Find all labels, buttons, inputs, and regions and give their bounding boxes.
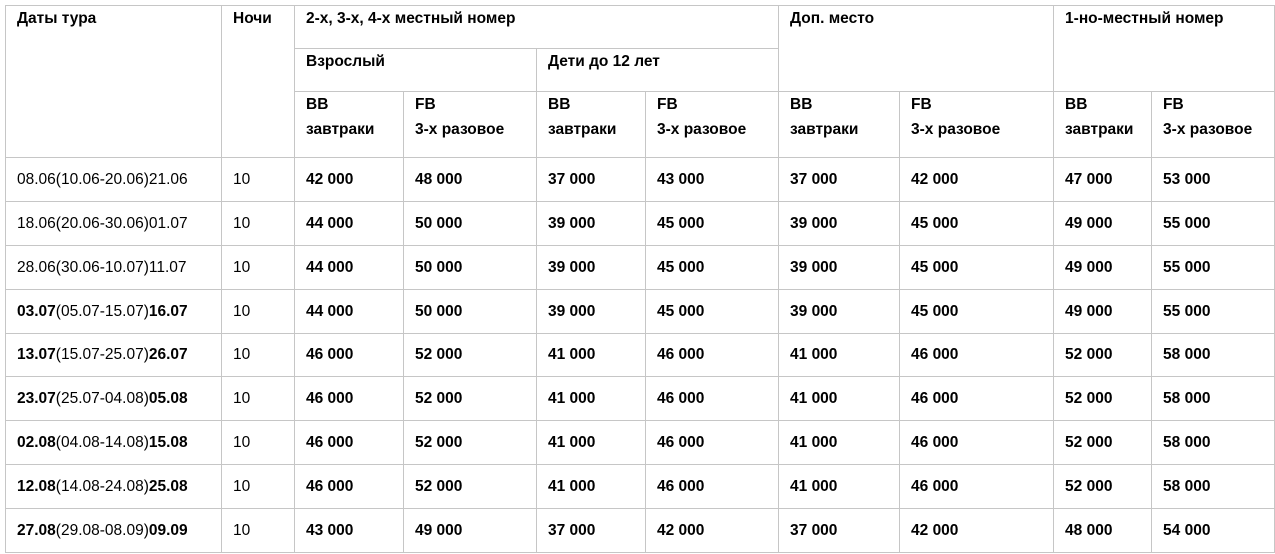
price-cell: 39 000	[537, 289, 646, 333]
date-end: 25.08	[148, 478, 188, 496]
price-cell: 53 000	[1152, 158, 1275, 202]
price-cell: 45 000	[646, 245, 779, 289]
price-cell: 46 000	[900, 465, 1054, 509]
header-bb-cell: BB завтраки	[295, 92, 404, 158]
price-cell: 49 000	[404, 509, 537, 553]
price-cell: 49 000	[1054, 289, 1152, 333]
price-cell: 52 000	[1054, 377, 1152, 421]
price-cell: 46 000	[646, 465, 779, 509]
price-cell: 41 000	[537, 465, 646, 509]
price-table	[5, 5, 1275, 553]
price-cell: 44 000	[295, 245, 404, 289]
table-row	[6, 245, 1275, 289]
date-cell	[6, 245, 222, 289]
price-cell: 41 000	[779, 377, 900, 421]
price-cell: 46 000	[295, 465, 404, 509]
price-cell: 52 000	[1054, 465, 1152, 509]
date-start: 23.07	[17, 390, 56, 408]
header-row-1	[6, 6, 1275, 49]
price-cell: 42 000	[900, 509, 1054, 553]
price-cell: 46 000	[900, 377, 1054, 421]
date-cell	[6, 377, 222, 421]
price-cell: 43 000	[295, 509, 404, 553]
date-cell	[6, 421, 222, 465]
date-cell	[6, 333, 222, 377]
header-fb-cell: FB 3-х разовое	[646, 92, 779, 158]
table-row	[6, 201, 1275, 245]
price-cell: 55 000	[1152, 201, 1275, 245]
price-cell: 49 000	[1054, 245, 1152, 289]
price-cell: 47 000	[1054, 158, 1152, 202]
date-range: (30.06-10.07)	[55, 258, 149, 276]
date-start: 08.06	[17, 170, 56, 188]
price-cell: 45 000	[900, 289, 1054, 333]
header-dates: Даты тура	[6, 6, 222, 158]
date-end: 01.07	[148, 214, 188, 232]
nights-cell: 10	[222, 201, 295, 245]
header-single-room: 1-но-местный номер	[1054, 6, 1275, 92]
table-row	[6, 509, 1275, 553]
price-cell: 55 000	[1152, 289, 1275, 333]
price-cell: 48 000	[404, 158, 537, 202]
price-cell: 54 000	[1152, 509, 1275, 553]
nights-cell: 10	[222, 509, 295, 553]
header-bb-cell: BB завтраки	[779, 92, 900, 158]
price-cell: 41 000	[537, 377, 646, 421]
date-range: (04.08-14.08)	[55, 434, 149, 452]
price-cell: 39 000	[537, 245, 646, 289]
table-row	[6, 333, 1275, 377]
header-nights: Ночи	[222, 6, 295, 158]
price-cell: 41 000	[779, 465, 900, 509]
price-cell: 45 000	[646, 289, 779, 333]
header-bb-cell: BB завтраки	[1054, 92, 1152, 158]
header-fb-cell: FB 3-х разовое	[404, 92, 537, 158]
date-range: (05.07-15.07)	[55, 302, 149, 320]
header-room-group: 2-х, 3-х, 4-х местный номер	[295, 6, 779, 49]
nights-cell: 10	[222, 421, 295, 465]
date-end: 21.06	[148, 170, 188, 188]
date-range: (10.06-20.06)	[55, 170, 149, 188]
date-start: 27.08	[17, 521, 56, 539]
date-start: 12.08	[17, 478, 56, 496]
header-children: Дети до 12 лет	[537, 49, 779, 92]
header-fb-cell: FB 3-х разовое	[1152, 92, 1275, 158]
date-cell	[6, 289, 222, 333]
price-cell: 52 000	[404, 333, 537, 377]
price-cell: 58 000	[1152, 421, 1275, 465]
table-row	[6, 158, 1275, 202]
date-range: (15.07-25.07)	[55, 346, 149, 364]
date-start: 02.08	[17, 434, 56, 452]
nights-cell: 10	[222, 158, 295, 202]
date-cell	[6, 509, 222, 553]
price-cell: 37 000	[779, 509, 900, 553]
price-cell: 52 000	[404, 377, 537, 421]
price-cell: 39 000	[537, 201, 646, 245]
price-cell: 45 000	[900, 245, 1054, 289]
date-range: (20.06-30.06)	[55, 214, 149, 232]
price-cell: 41 000	[537, 333, 646, 377]
price-cell: 37 000	[537, 509, 646, 553]
price-cell: 46 000	[646, 333, 779, 377]
price-cell: 48 000	[1054, 509, 1152, 553]
date-end: 09.09	[148, 521, 188, 539]
date-range: (25.07-04.08)	[55, 390, 149, 408]
price-cell: 58 000	[1152, 465, 1275, 509]
price-cell: 41 000	[779, 333, 900, 377]
price-cell: 46 000	[900, 333, 1054, 377]
nights-cell: 10	[222, 465, 295, 509]
table-row	[6, 377, 1275, 421]
date-end: 11.07	[148, 258, 187, 276]
price-cell: 39 000	[779, 289, 900, 333]
price-cell: 52 000	[404, 465, 537, 509]
table-row	[6, 289, 1275, 333]
price-cell: 44 000	[295, 289, 404, 333]
date-start: 03.07	[17, 302, 56, 320]
price-cell: 55 000	[1152, 245, 1275, 289]
price-cell: 46 000	[295, 421, 404, 465]
table-row	[6, 421, 1275, 465]
date-end: 15.08	[148, 434, 188, 452]
date-range: (14.08-24.08)	[55, 478, 149, 496]
price-cell: 41 000	[537, 421, 646, 465]
date-cell	[6, 201, 222, 245]
price-cell: 46 000	[646, 421, 779, 465]
price-cell: 46 000	[295, 377, 404, 421]
price-cell: 50 000	[404, 289, 537, 333]
price-cell: 45 000	[646, 201, 779, 245]
price-cell: 52 000	[404, 421, 537, 465]
price-cell: 37 000	[537, 158, 646, 202]
price-cell: 52 000	[1054, 421, 1152, 465]
price-cell: 46 000	[295, 333, 404, 377]
date-start: 18.06	[17, 214, 56, 232]
header-bb-cell: BB завтраки	[537, 92, 646, 158]
nights-cell: 10	[222, 289, 295, 333]
price-cell: 37 000	[779, 158, 900, 202]
price-cell: 41 000	[779, 421, 900, 465]
date-cell	[6, 465, 222, 509]
date-start: 13.07	[17, 346, 56, 364]
price-cell: 42 000	[646, 509, 779, 553]
price-cell: 58 000	[1152, 377, 1275, 421]
price-cell: 46 000	[646, 377, 779, 421]
table-row	[6, 465, 1275, 509]
price-cell: 50 000	[404, 201, 537, 245]
nights-cell: 10	[222, 333, 295, 377]
price-cell: 46 000	[900, 421, 1054, 465]
price-cell: 50 000	[404, 245, 537, 289]
nights-cell: 10	[222, 377, 295, 421]
price-cell: 49 000	[1054, 201, 1152, 245]
header-extra-bed: Доп. место	[779, 6, 1054, 92]
price-cell: 52 000	[1054, 333, 1152, 377]
price-cell: 58 000	[1152, 333, 1275, 377]
date-end: 16.07	[148, 302, 188, 320]
price-cell: 42 000	[900, 158, 1054, 202]
date-end: 26.07	[148, 346, 188, 364]
price-cell: 39 000	[779, 201, 900, 245]
header-fb-cell: FB 3-х разовое	[900, 92, 1054, 158]
price-cell: 44 000	[295, 201, 404, 245]
date-start: 28.06	[17, 258, 56, 276]
price-cell: 45 000	[900, 201, 1054, 245]
price-cell: 43 000	[646, 158, 779, 202]
price-cell: 39 000	[779, 245, 900, 289]
price-cell: 42 000	[295, 158, 404, 202]
nights-cell: 10	[222, 245, 295, 289]
date-range: (29.08-08.09)	[55, 521, 149, 539]
date-end: 05.08	[148, 390, 188, 408]
date-cell	[6, 158, 222, 202]
header-adult: Взрослый	[295, 49, 537, 92]
